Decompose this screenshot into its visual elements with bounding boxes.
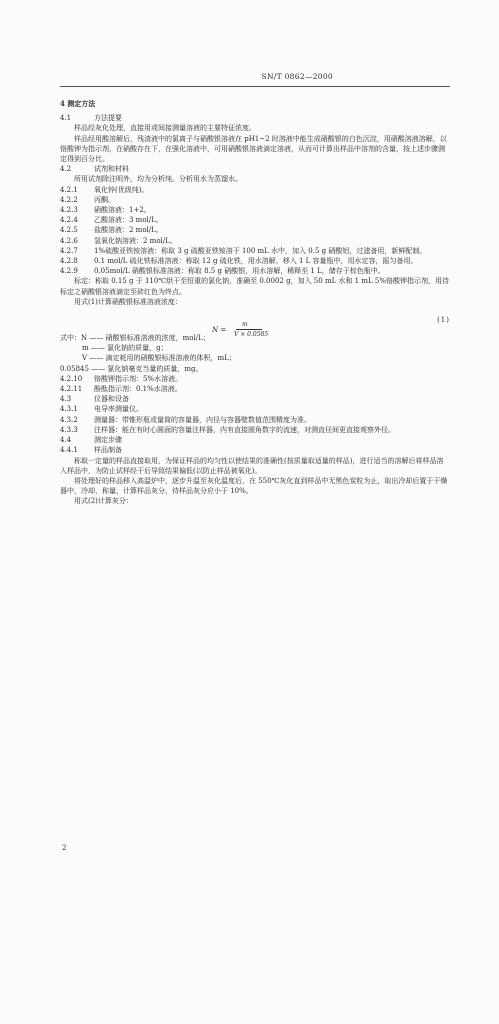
paragraph: 标定：称取 0.15 g 于 110℃烘干至恒重的氯化钠，准确至 0.0002 g，加入 50 mL 水和 1 mL 5%铬酸钾指示剂，用待标定之硝酸银溶液滴定至砖红色为终点。 bbox=[60, 277, 449, 296]
list-item bbox=[60, 384, 450, 394]
item-number: 4.2.7 bbox=[60, 246, 78, 255]
list-item bbox=[60, 246, 450, 256]
paragraph: 用式(1)计算硝酸银标准溶液浓度： bbox=[74, 297, 182, 306]
item-text: 电导率测量仪。 bbox=[94, 405, 143, 414]
item-text: 样品制备 bbox=[94, 446, 122, 455]
list-item bbox=[60, 236, 450, 246]
item-text: 酚酞指示剂：0.1%水溶液。 bbox=[94, 385, 182, 394]
item-number: 4.2.3 bbox=[60, 206, 78, 215]
subsection-heading bbox=[60, 435, 450, 445]
subsection-number: 4.2 bbox=[60, 165, 72, 174]
item-text: 1%硫酸亚铁铵溶液：称取 3 g 硫酸亚铁铵溶于 100 mL 水中，加入 0.5 g 硝酸铝，过滤备用，新鲜配制。 bbox=[94, 246, 427, 255]
item-number: 4.2.2 bbox=[60, 195, 78, 204]
subsection-number: 4.4 bbox=[60, 436, 72, 445]
item-number: 4.2.4 bbox=[60, 216, 78, 225]
page-number: 2 bbox=[62, 844, 67, 852]
item-number: 4.3.2 bbox=[60, 415, 78, 424]
subsection-number: 4.3 bbox=[60, 395, 72, 404]
list-item bbox=[60, 445, 450, 455]
formula-numerator: m bbox=[242, 321, 248, 329]
item-text: 乙酸溶液：3 mol/L。 bbox=[94, 216, 163, 225]
list-item bbox=[60, 215, 450, 225]
list-item bbox=[60, 266, 450, 276]
item-text: 0.05mol/L 硝酸银标准溶液：称取 8.5 g 硝酸银，用水溶解，稀释至 1 L，储存于棕色瓶中。 bbox=[94, 267, 385, 276]
legend-line: 0.05845 —— 氯化钠毫克当量的质量，mg。 bbox=[60, 364, 203, 373]
list-item bbox=[60, 195, 450, 205]
item-number: 4.2.9 bbox=[60, 267, 78, 276]
item-text: 氧化锌(优级纯)。 bbox=[94, 185, 149, 194]
legend-line: 式中：N —— 硝酸银标准溶液的浓度，mol/L； bbox=[60, 334, 210, 343]
paragraph: 样品经用酸溶解后，残渣液中的氯离子与硝酸银溶液在 pH1~2 时溶液中能生成硝酸银的白色沉淀，用硝酸溶液溶解，以铬酸钾为指示剂，在硝酸存在下，在强化溶液中，可用硝酸银溶液滴定溶液，从而可计算出样品中溶剂的含量，按上述步骤测定得到百分比。 bbox=[60, 134, 447, 164]
item-number: 4.2.10 bbox=[60, 374, 83, 383]
list-item bbox=[60, 415, 450, 425]
item-text: 0.1 mol/L 硫化铁标准溶液：称取 12 g 硫化铁，用水溶解，移入 1 L 容量瓶中，用水定容，摇匀备用。 bbox=[94, 257, 418, 266]
list-item bbox=[60, 185, 450, 195]
paragraph: 称取一定量的样品直接取用，为保证样品的均匀性以使结果的准确性(按质量取适量的样品)，进行适当的溶解后将样品溶入样品中，为防止试样经干后导致结果偏低(以防止样品被氧化)。 bbox=[60, 456, 444, 475]
subsection-heading bbox=[60, 113, 450, 123]
list-item bbox=[60, 256, 450, 266]
subsection-number: 4.1 bbox=[60, 114, 72, 123]
subsection-heading bbox=[60, 394, 450, 404]
legend-line: V —— 滴定耗用的硝酸银标准溶液的体积，mL； bbox=[82, 354, 236, 363]
section-title: 4 测定方法 bbox=[60, 99, 96, 108]
list-item bbox=[60, 374, 450, 384]
subsection-heading bbox=[60, 164, 450, 174]
list-item bbox=[60, 425, 450, 435]
paragraph: 用式(2)计算灰分： bbox=[74, 497, 133, 506]
subsection-title: 方法提要 bbox=[94, 114, 122, 123]
item-number: 4.2.5 bbox=[60, 226, 78, 235]
item-text: 铬酸钾指示剂：5%水溶液。 bbox=[94, 374, 183, 383]
item-text: 测量器：带锥形瓶或量筒的容量器，内径与容器壁数值范围精度为准。 bbox=[94, 415, 311, 424]
list-item bbox=[60, 205, 450, 215]
paragraph: 所用试剂除注明外，均为分析纯。分析用水为蒸馏水。 bbox=[74, 175, 242, 184]
item-number: 4.2.11 bbox=[60, 385, 83, 394]
list-item bbox=[60, 225, 450, 235]
item-number: 4.2.8 bbox=[60, 257, 78, 266]
formula-lhs: N = bbox=[212, 326, 227, 335]
header-rule bbox=[60, 86, 450, 87]
item-number: 4.4.1 bbox=[60, 446, 78, 455]
item-text: 盐酸溶液：2 mol/L。 bbox=[94, 226, 163, 235]
item-text: 硝酸溶液：1+2。 bbox=[94, 206, 151, 215]
list-item bbox=[60, 404, 450, 414]
item-number: 4.2.6 bbox=[60, 236, 78, 245]
paragraph: 样品经灰化处理，直接用或间接测量溶液的主要特征浓度。 bbox=[74, 124, 256, 133]
item-number: 4.3.3 bbox=[60, 425, 78, 434]
standard-code: SN/T 0862—2000 bbox=[261, 72, 333, 81]
formula-denominator: V × 0.0585 bbox=[234, 331, 269, 339]
paragraph: 将处理好的样品移入高温炉中，逐步升温至灰化温度后，在 550℃灰化直到样品中无黑色炭粒为止，取出冷却后置于干燥器中，冷却，称量，计算样品灰分，待样品灰分应小于 10%。 bbox=[60, 476, 448, 496]
item-text: 丙酮。 bbox=[94, 195, 115, 204]
item-number: 4.2.1 bbox=[60, 185, 78, 194]
item-text: 注样器：能在有时心圆面的容量注样器，内有直接圆角数字的流速，对测直径间更直接观察外径。 bbox=[94, 425, 395, 434]
subsection-title: 试剂和材料 bbox=[94, 165, 129, 174]
item-text: 氢氧化钠溶液：2 mol/L。 bbox=[94, 236, 177, 245]
formula-number: (1) bbox=[437, 315, 450, 324]
document-body bbox=[60, 99, 450, 507]
item-number: 4.3.1 bbox=[60, 405, 78, 414]
subsection-title: 仪器和设备 bbox=[94, 395, 129, 404]
subsection-title: 测定步骤 bbox=[94, 436, 122, 445]
legend-line: m —— 氯化钠的质量，g； bbox=[82, 344, 168, 353]
